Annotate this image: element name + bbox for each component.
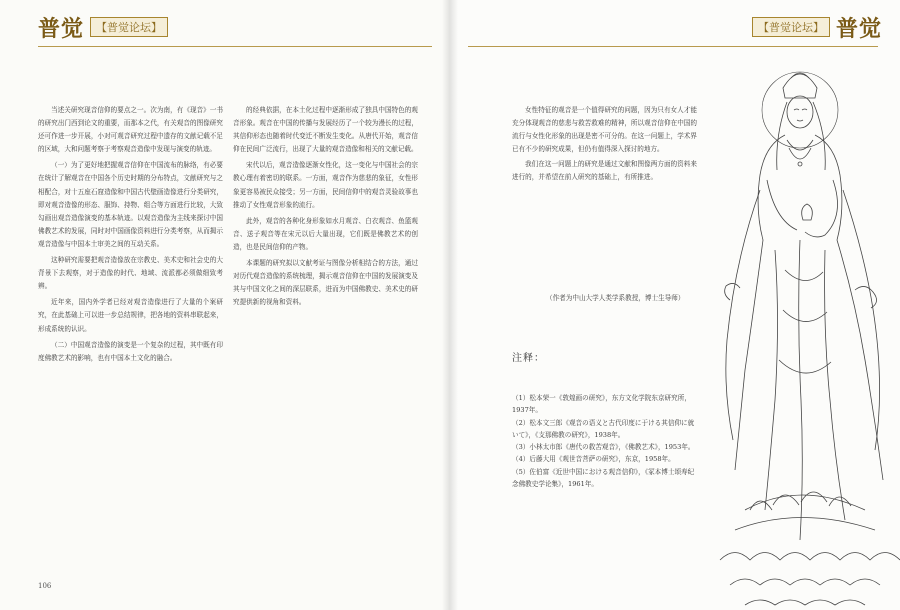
text-column-1 [38, 104, 223, 580]
right-header [752, 14, 882, 40]
section-label-right: 【普觉论坛】 [752, 17, 830, 37]
paragraph: 当述关研究现音信仰的要点之一。次为南，有《现音》一书的研究出门西到论文的重要，而那本之代，有关观音的图像研究还可作进一步开展，小对可观音研究过程中遗存的文献记载不足的区域，大和问题考察于考察观音造像中发现与演变的轨迹。 [38, 106, 223, 154]
paragraph: 近年来，国内外学者已经对观音造像进行了大量的个案研究，在此基础上可以进一步总结规律，把各地的资料串联起来，形成系统的认识。 [38, 298, 223, 333]
guanyin-line-drawing [705, 40, 900, 610]
text-column-3 [512, 104, 697, 279]
paragraph: 我们在这一问题上的研究是通过文献和图像两方面的资料来进行的，并希望在前人研究的基础上，有所推进。 [512, 160, 697, 182]
section-label-left: 【普觉论坛】 [90, 17, 168, 37]
right-page [450, 0, 900, 610]
notes-heading: 注释： [512, 353, 545, 364]
paragraph: 这种研究需要把观音造像放在宗教史、美术史和社会史的大背景下去观察，对于造像的时代、地域、流派都必须做细致考辨。 [38, 256, 223, 291]
note-item: （2）松本文三郎《观音の语义と古代印度に于ける其信仰に就いて》，《支那佛教の研究》，1938年。 [512, 418, 695, 439]
paragraph: （二）中国观音造像的演变是一个复杂的过程，其中既有印度佛教艺术的影响，也有中国本土文化的融合。 [38, 340, 223, 362]
notes-list [512, 392, 697, 490]
magazine-logo-left: 普觉 [38, 15, 85, 42]
note-item: （1）松本荣一《敦煌画の研究》，东方文化学院东京研究所，1937年。 [512, 394, 691, 415]
paragraph: 本课题的研究拟以文献考证与图像分析相结合的方法，通过对历代观音造像的系统梳理，揭示观音信仰在中国的发展演变及其与中国文化之间的深层联系，进而为中国佛教史、美术史的研究提供新的视角和资料。 [233, 259, 418, 307]
author-signature: （作者为中山大学人类学系教授，博士生导师） [546, 294, 685, 302]
bodhisattva-illustration-icon [705, 40, 900, 610]
book-gutter-shadow [442, 0, 458, 610]
paragraph: 女性特征的观音是一个值得研究的问题，因为只有女人才能充分体现观音的慈悲与救苦救难的精神，所以观音信仰在中国的流行与女性化形象的出现是密不可分的。在这一问题上，学术界已有不少的研究成果，但仍有值得深入探讨的地方。 [512, 106, 697, 154]
text-column-2 [233, 104, 418, 580]
note-item: （5）佐伯富《近世中国における观音信仰》，《冢本博士颂寿纪念佛教史学论集》，1961年。 [512, 467, 695, 489]
header-rule-left [38, 46, 432, 47]
paragraph: 的经典依据，在本土化过程中逐渐形成了独具中国特色的观音形象。观音在中国的传播与发展经历了一个较为漫长的过程，其信仰形态也随着时代变迁不断发生变化。从唐代开始，观音信仰在民间广泛流行，出现了大量的观音造像和相关的文献记载。 [233, 106, 418, 154]
page-number: 106 [38, 582, 52, 590]
paragraph: 此外，观音的各种化身形象如水月观音、白衣观音、鱼篮观音、送子观音等在宋元以后大量出现，它们既是佛教艺术的创造，也是民间信仰的产物。 [233, 216, 418, 251]
note-item: （3）小林太市郎《唐代の救苦观音》，《佛教艺术》，1953年。 [512, 443, 695, 452]
paragraph: （一）为了更好地把握观音信仰在中国流布的脉络，有必要在统计了解观音在中国各个历史时期的分布特点，文献研究与之相配合，对十五座石窟造像和中国古代壁画造像进行分类研究，即对观音造像的形态、服饰、持物、组合等方面进行比较，大致勾画出观音造像演变的基本轨迹。以观音造像为主线来探讨中国佛教艺术的发展，同时对中国画像资料进行分类考察，从而揭示观音造像与中国本土审美之间的互动关系。 [38, 161, 223, 248]
note-item: （4）后藤大用《观世音菩萨の研究》，东京，1958年。 [512, 455, 675, 464]
magazine-logo-right: 普觉 [835, 15, 882, 42]
left-header [38, 14, 168, 40]
paragraph: 宋代以后，观音造像逐渐女性化，这一变化与中国社会的宗教心理有着密切的联系。一方面，观音作为慈悲的象征，女性形象更容易被民众接受；另一方面，民间信仰中的观音灵验故事也推动了女性观音形象的流行。 [233, 161, 418, 209]
